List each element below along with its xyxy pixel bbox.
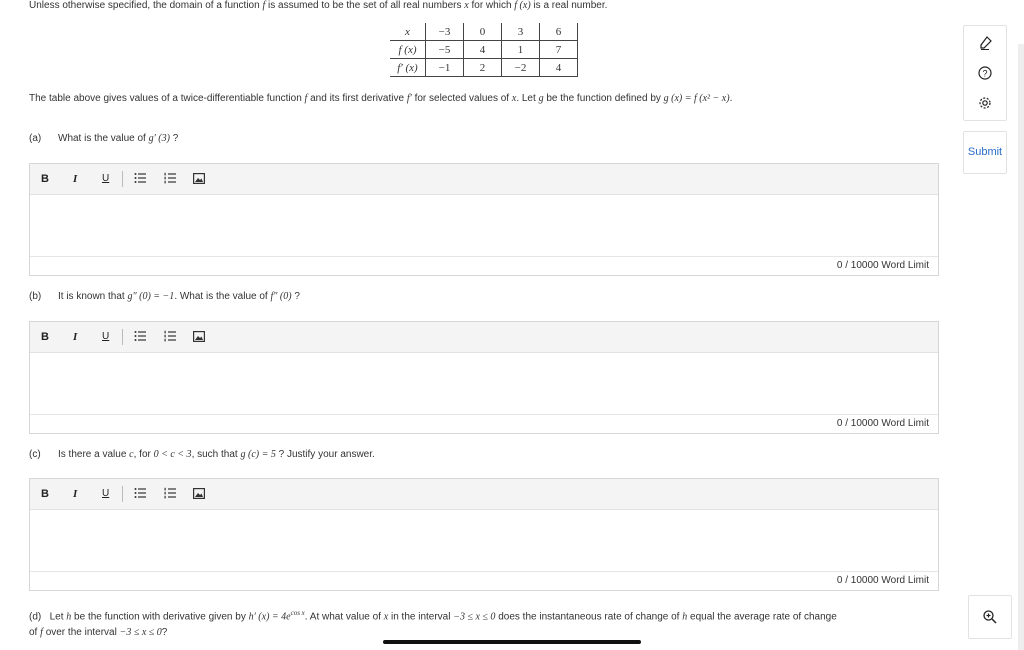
insert-image-icon[interactable] [193, 488, 205, 502]
bulleted-list-icon[interactable] [134, 487, 146, 502]
underline-button[interactable]: U [102, 488, 110, 499]
word-count: 0 / 10000 Word Limit [30, 571, 938, 590]
numbered-list-icon[interactable] [164, 487, 176, 502]
insert-image-icon[interactable] [193, 173, 205, 187]
word-count: 0 / 10000 Word Limit [30, 414, 938, 433]
bulleted-list-icon[interactable] [134, 330, 146, 345]
table-row-fprime [390, 59, 578, 77]
part-c-editor [29, 478, 939, 591]
part-c-label: (c) [29, 449, 41, 460]
table-cell: 4 [540, 59, 578, 77]
values-table [390, 23, 578, 77]
numbered-list-icon[interactable] [164, 172, 176, 187]
part-a-label: (a) [29, 133, 42, 144]
part-d-label: (d) [29, 611, 42, 623]
table-cell: 4 [464, 41, 502, 59]
highlighter-icon[interactable] [977, 35, 993, 51]
table-cell: 6 [540, 23, 578, 41]
word-count: 0 / 10000 Word Limit [30, 256, 938, 275]
zoom-in-icon [982, 609, 998, 628]
bold-button[interactable]: B [41, 331, 49, 343]
toolbar-divider [122, 171, 123, 187]
table-cell: 3 [502, 23, 540, 41]
italic-button[interactable]: I [73, 331, 78, 343]
answer-textarea[interactable] [30, 195, 938, 256]
italic-button[interactable]: I [73, 173, 78, 185]
table-header: x [390, 23, 426, 41]
svg-text:?: ? [982, 68, 988, 79]
table-cell: −3 [426, 23, 464, 41]
part-a-question: What is the value of g′ (3) ? [58, 133, 179, 144]
table-cell: 2 [464, 59, 502, 77]
underline-button[interactable]: U [102, 331, 110, 342]
editor-toolbar [30, 322, 938, 353]
part-a-editor [29, 163, 939, 276]
part-c-question: Is there a value c, for 0 < c < 3, such that g (c) = 5 ? Justify your answer. [58, 449, 375, 460]
bold-button[interactable]: B [41, 173, 49, 185]
table-cell: 7 [540, 41, 578, 59]
table-header: f (x) [390, 41, 426, 59]
table-cell: 0 [464, 23, 502, 41]
answer-textarea[interactable] [30, 353, 938, 414]
part-d-question: (d) Let h be the function with derivative given by h′ $(x) = 4e^{cos x}$. At what value of x in the interval −3 ≤ x ≤ 0 does the instantaneous rate of change of h equal the average rate of change of f over the interval −3 ≤ x ≤ 0? [29, 609, 837, 639]
part-b-question: It is known that g″ (0) = −1. What is the value of f″ (0) ? [58, 291, 300, 302]
part-b-label: (b) [29, 291, 42, 302]
zoom-button[interactable] [968, 595, 1012, 639]
table-header: f′ (x) [390, 59, 426, 77]
italic-button[interactable]: I [73, 488, 78, 500]
table-row-f [390, 41, 578, 59]
bold-button[interactable]: B [41, 488, 49, 500]
bulleted-list-icon[interactable] [134, 172, 146, 187]
underline-button[interactable]: U [102, 173, 110, 184]
tool-panel [963, 25, 1007, 121]
insert-image-icon[interactable] [193, 331, 205, 345]
intro-text: Unless otherwise specified, the domain of a function f is assumed to be the set of all real numbers x for which f (x) is a real number. [29, 0, 608, 11]
part-b-editor [29, 321, 939, 434]
table-cell: −2 [502, 59, 540, 77]
table-cell: −1 [426, 59, 464, 77]
scrollbar[interactable] [1018, 44, 1024, 650]
editor-toolbar [30, 479, 938, 510]
toolbar-divider [122, 486, 123, 502]
help-icon[interactable] [977, 65, 993, 81]
editor-toolbar [30, 164, 938, 195]
answer-textarea[interactable] [30, 510, 938, 571]
table-row-x [390, 23, 578, 41]
numbered-list-icon[interactable] [164, 330, 176, 345]
submit-button[interactable]: Submit [963, 131, 1007, 174]
table-cell: −5 [426, 41, 464, 59]
toolbar-divider [122, 329, 123, 345]
settings-icon[interactable] [977, 95, 993, 111]
home-indicator[interactable] [383, 640, 641, 644]
problem-description: The table above gives values of a twice-differentiable function f and its first derivative f′ for selected values of x. Let g be the function defined by g (x) = f (x² − x). [29, 93, 733, 104]
table-cell: 1 [502, 41, 540, 59]
